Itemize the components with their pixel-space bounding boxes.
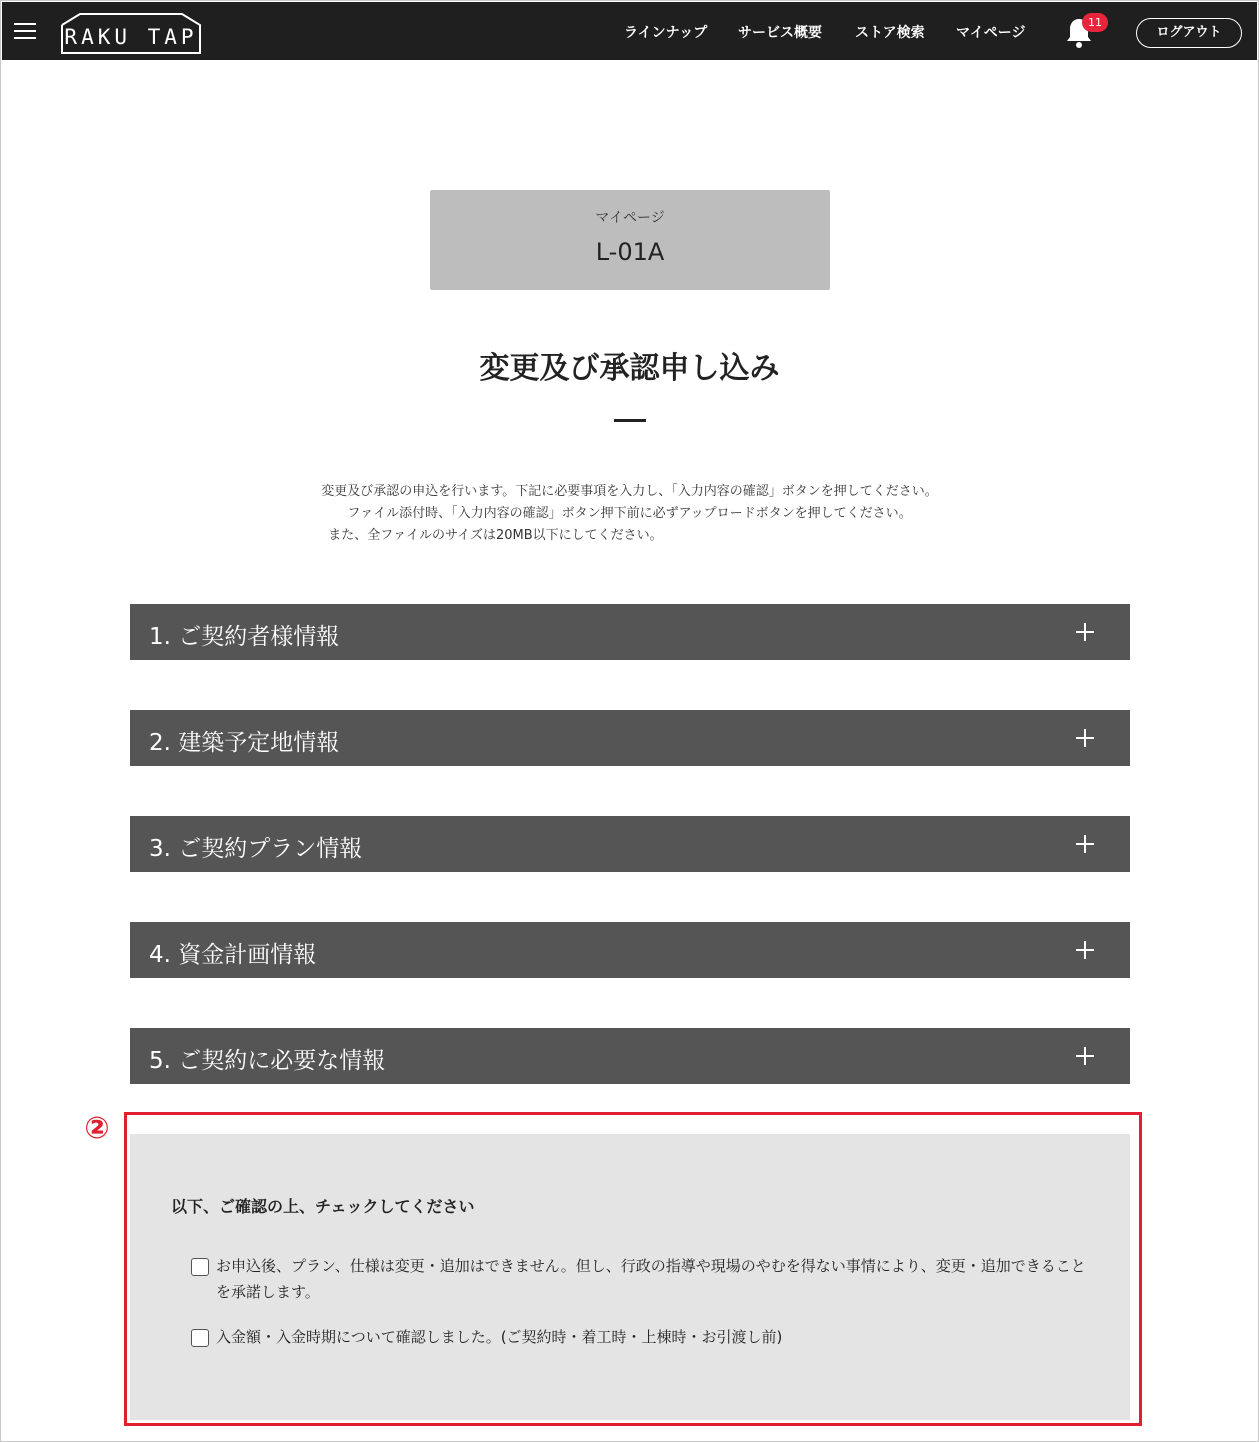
plus-icon[interactable] [1076, 729, 1094, 747]
plan-code: L-01A [595, 238, 665, 266]
description-line-1: 変更及び承認の申込を行います。下記に必要事項を入力し、「入力内容の確認」ボタンを押してください。 [321, 484, 938, 499]
section-building-site-info[interactable] [130, 710, 1130, 766]
nav-lineup[interactable]: ラインナップ [624, 25, 708, 41]
raku-tap-logo[interactable] [60, 11, 202, 55]
description-line-2: ファイル添付時、「入力内容の確認」ボタン押下前に必ずアップロードボタンを押してください。 [347, 506, 912, 521]
nav-service-overview[interactable]: サービス概要 [738, 25, 822, 41]
logo-text: RAKU TAP [64, 25, 198, 49]
section-label: 1. ご契約者様情報 [149, 624, 340, 650]
page-title: 変更及び承認申し込み [479, 351, 780, 386]
plus-icon[interactable] [1076, 623, 1094, 641]
agree-payment-text: 入金額・入金時期について確認しました。(ご契約時・着工時・上棟時・お引渡し前) [216, 1328, 783, 1346]
annotation-highlight-box [124, 1112, 1142, 1426]
hamburger-menu-icon[interactable] [14, 23, 38, 41]
description-line-3: また、全ファイルのサイズは20MB以下にしてください。 [328, 528, 663, 543]
agree-no-changes-text: お申込後、プラン、仕様は変更・追加はできません。但し、行政の指導や現場のやむを得ない事情により、変更・追加できることを承諾します。 [216, 1257, 1086, 1301]
mypage-plan-box [430, 190, 830, 290]
nav-store-search[interactable]: ストア検索 [855, 25, 925, 41]
section-contractor-info[interactable] [130, 604, 1130, 660]
title-underline [614, 419, 646, 422]
plus-icon[interactable] [1076, 1047, 1094, 1065]
plus-icon[interactable] [1076, 835, 1094, 853]
notification-badge: 11 [1082, 13, 1108, 32]
mypage-label: マイページ [595, 210, 665, 226]
section-label: 5. ご契約に必要な情報 [149, 1048, 386, 1074]
section-label: 2. 建築予定地情報 [149, 730, 340, 756]
top-header [2, 2, 1257, 60]
section-label: 4. 資金計画情報 [149, 942, 317, 968]
section-label: 3. ご契約プラン情報 [149, 836, 363, 862]
section-contract-plan-info[interactable] [130, 816, 1130, 872]
nav-mypage[interactable]: マイページ [956, 25, 1026, 41]
confirmation-heading: 以下、ご確認の上、チェックしてください [171, 1197, 475, 1216]
logout-button[interactable]: ログアウト [1136, 18, 1242, 48]
annotation-number: ② [84, 1111, 110, 1146]
section-funding-plan-info[interactable] [130, 922, 1130, 978]
plus-icon[interactable] [1076, 941, 1094, 959]
section-required-info[interactable] [130, 1028, 1130, 1084]
